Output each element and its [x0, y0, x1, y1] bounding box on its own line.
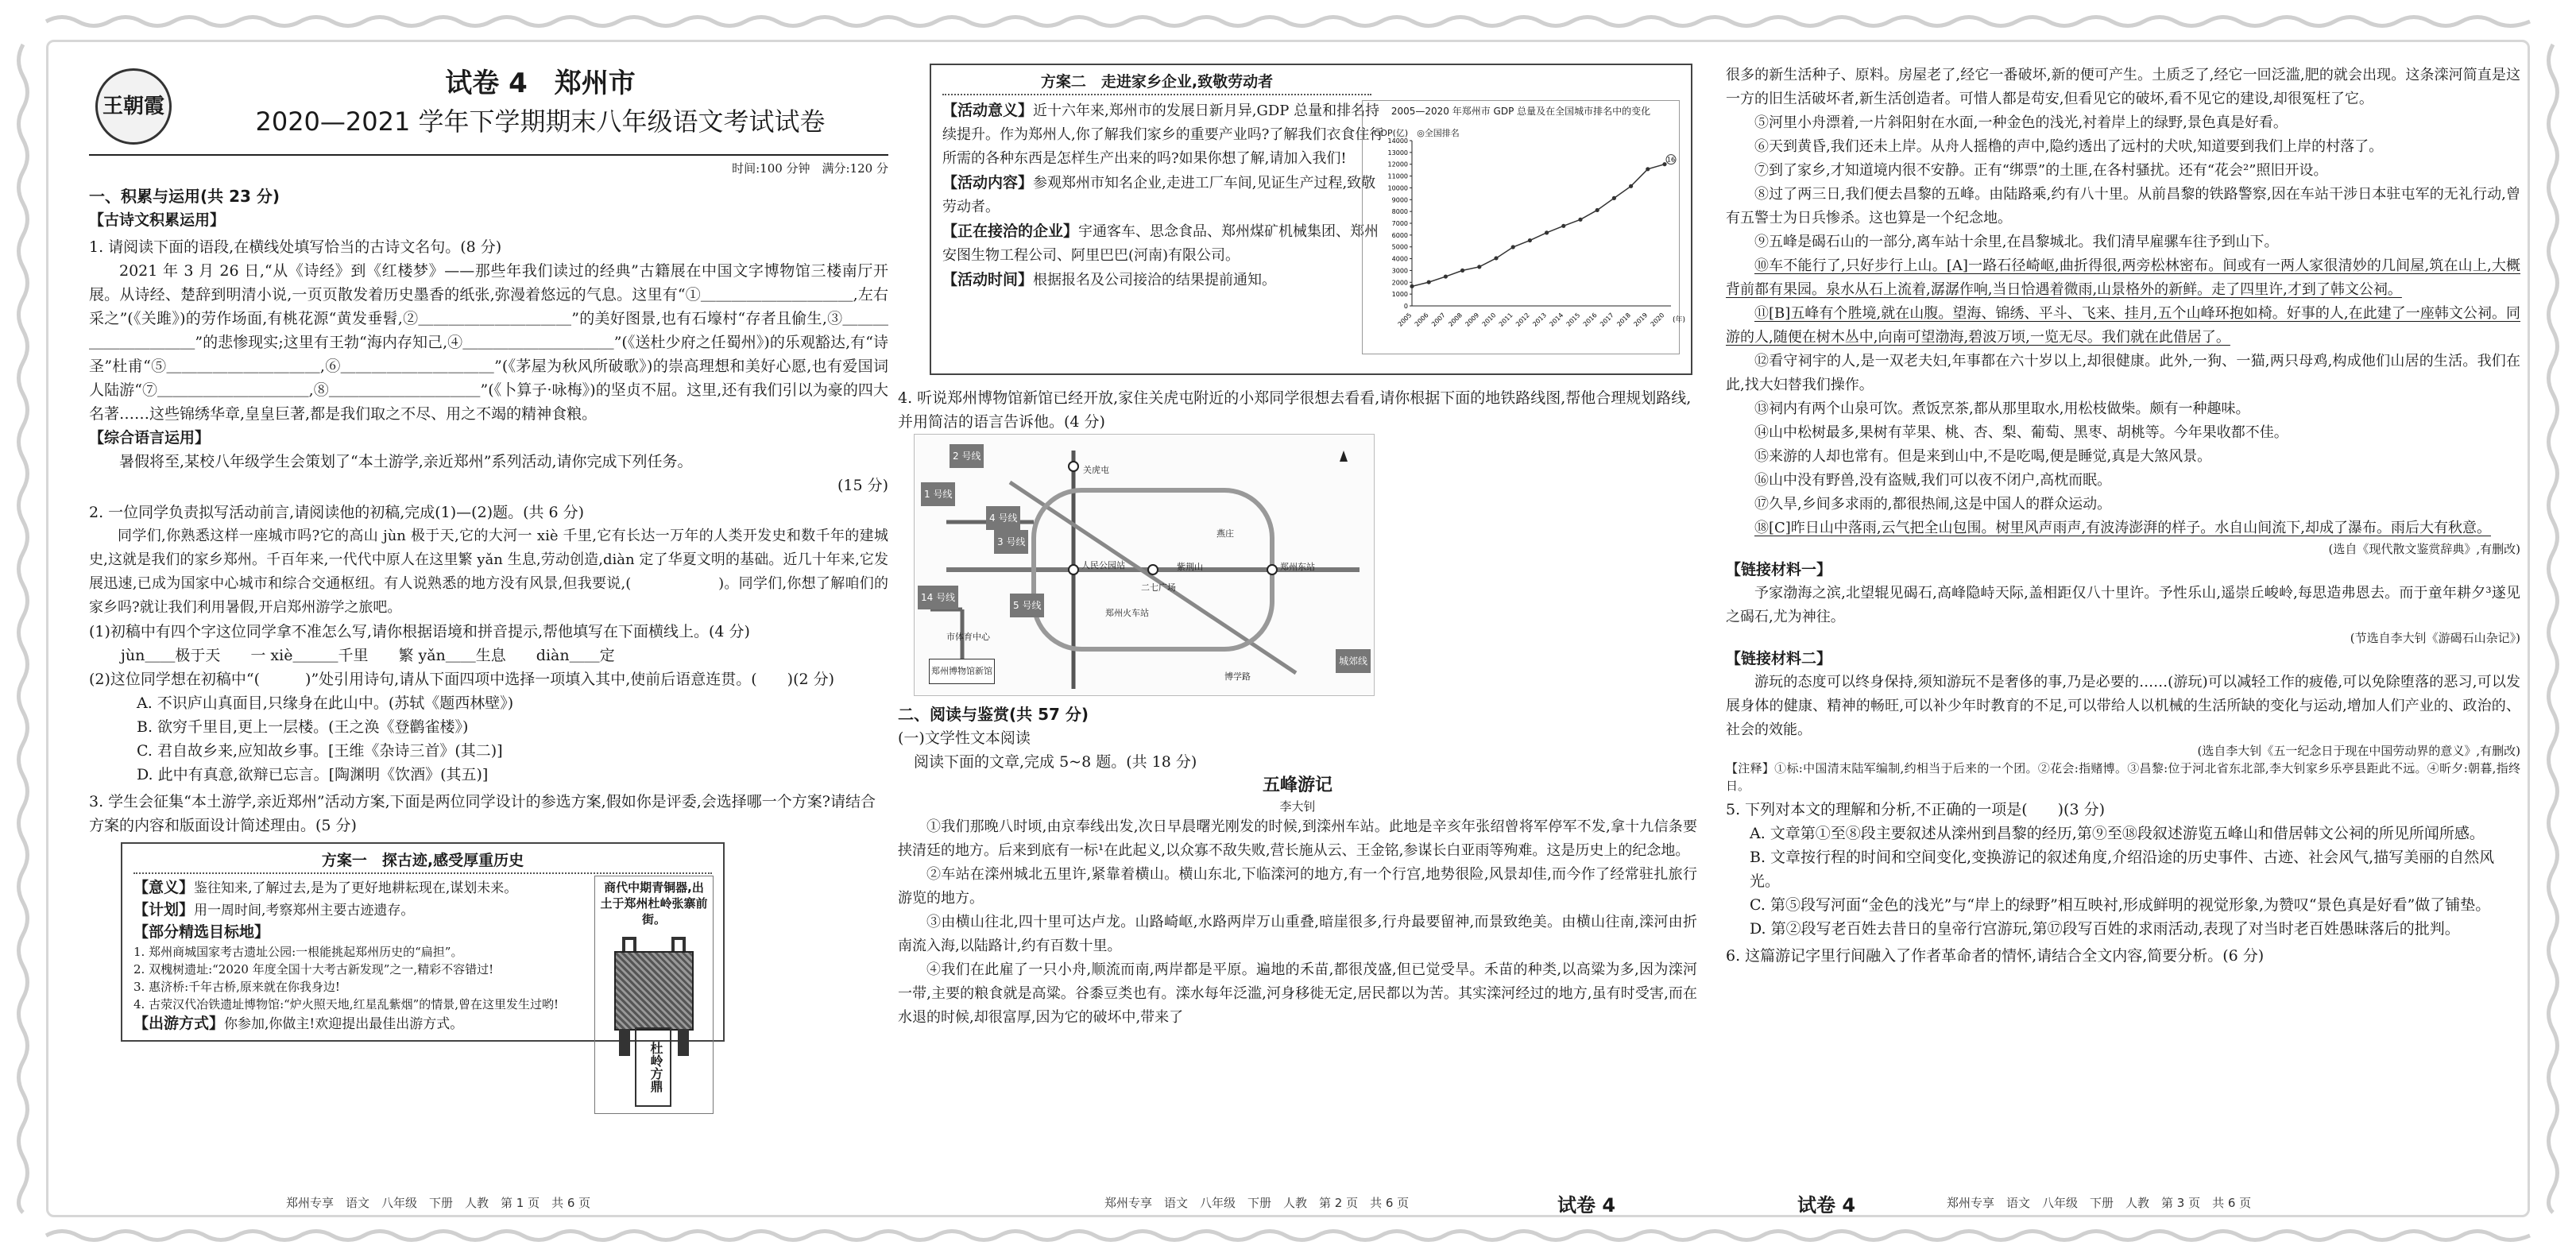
chart-legend: GDP(亿) ◎全国排名: [1374, 128, 1460, 138]
x-axis-label: (年): [1673, 316, 1686, 324]
essay-paragraph: ⑤河里小舟漂着,一片斜阳射在水面,一种金色的浅光,衬着岸上的绿野,景色真是好看。: [1754, 114, 2288, 131]
page-2-footer: 郑州专享 语文 八年级 下册 人教 第 2 页 共 6 页: [1104, 1196, 1410, 1210]
y-tick-label: 6000: [1391, 231, 1408, 239]
option-b[interactable]: B. 欲穷千里目,更上一层楼。(王之涣《登鹳雀楼》): [137, 718, 469, 736]
publisher-logo: 王朝霞: [95, 68, 172, 145]
y-tick-label: 0: [1403, 303, 1408, 310]
y-tick-label: 7000: [1391, 220, 1408, 227]
scheme-text: 参观郑州市知名企业,走进工厂车间,见证生产过程,致敬劳动者。: [942, 175, 1376, 215]
link-material-text: 予家渤海之滨,北望辊见碣石,高峰隐峙天际,盖相距仅八十里许。予性乐山,遥崇丘峻岭,每思造弗恩去。而于童年耕夕³遂见之碣石,尤为神往。: [1726, 585, 2520, 625]
x-tick-label: 2011: [1497, 311, 1514, 328]
scheme-two-body: [942, 99, 1387, 292]
essay-paragraph: ⑥天到黄昏,我们还未上岸。从舟人摇橹的声中,隐约透出了远村的犬吠,知道要到我们上岸的村落了。: [1754, 138, 2384, 155]
question-2-sub1: (1)初稿中有四个字这位同学拿不准怎么写,请你根据语境和拼音提示,帮他填写在下面横线上。(4 分): [89, 623, 750, 640]
subsection-tag: 【综合语言运用】: [89, 429, 211, 447]
section-heading: 一、积累与运用(共 23 分): [89, 187, 280, 206]
essay-paragraph: ③由横山往北,四十里可达卢龙。山路崎岖,水路两岸万山重叠,暗崖很多,行舟最要留神,而景致绝美。由横山往南,滦河由折南流入海,以陆路计,约有百数十里。: [898, 914, 1697, 954]
pinyin-blanks[interactable]: jùn＿＿极于天 一 xiè＿＿＿千里 繁 yǎn＿＿生息 diàn＿＿定: [121, 647, 615, 664]
question-3-heading: 3. 学生会征集“本土游学,亲近郑州”活动方案,下面是两位同学设计的参选方案,假如你是评委,会选择哪一个方案?请结合方案的内容和版面设计简述理由。(5 分): [89, 793, 876, 834]
option-c[interactable]: C. 君自故乡来,应知故乡事。[王维《杂诗三首》(其二)]: [137, 742, 503, 760]
gdp-chart-svg: [1363, 118, 1686, 349]
scheme-tag: 【活动时间】: [942, 271, 1034, 288]
y-tick-label: 3000: [1391, 267, 1408, 275]
essay-paragraph: ⑦到了家乡,才知道境内很不安静。正有“绑票”的土匪,在各村骚扰。还有“花会²”照旧开设。: [1754, 162, 2328, 179]
scheme-tag: 【计划】: [133, 901, 195, 919]
rank-label: 16: [1666, 156, 1676, 164]
chart-title: 2005—2020 年郑州市 GDP 总量及在全国城市排名中的变化: [1390, 106, 1651, 117]
essay-paragraph: ⑩车不能行了,只好步行上山。[A]一路石径崎岖,曲折得很,两旁松林密布。间或有一两人家很清妙的几间屋,筑在山上,大概背前都有果园。泉水从石上流着,潺潺作响,当日恰遇着微雨,山景格外的新鲜。走了四里许,才到了韩文公祠。: [1726, 257, 2520, 298]
essay-author: 李大钊: [1279, 799, 1316, 814]
essay-paragraph: ⑪[B]五峰有个胜境,就在山腹。望海、锦绣、平斗、飞来、挂月,五个山峰环抱如椅。好事的人,在此建了一座韩文公祠。同游的人,随便在树木丛中,向南可望渤海,碧波万顷,一览无尽。我们就在此借居了。: [1726, 305, 2520, 346]
source-note: (节选自李大钊《游碣石山杂记》): [2350, 631, 2520, 645]
station-label: 郑州东站: [1280, 562, 1315, 572]
essay-paragraph: ⑧过了两三日,我们便去昌黎的五峰。由陆路乘,约有八十里。从前昌黎的铁路警察,因在车站干涉日本驻屯军的无礼行动,曾有五警士为日兵惨杀。这也算是一个纪念地。: [1726, 186, 2520, 226]
question-1-passage: 2021 年 3 月 26 日,“从《诗经》到《红楼梦》——那些年我们读过的经典”古籍展在中国文字博物馆三楼南厅开展。从诗经、楚辞到明清小说,一页页散发着历史墨香的纸张,弥漫着悠远的气息。这里有“①＿＿＿＿＿＿＿＿＿＿,左右采之”(《关雎》)的劳作场面,有桃花源“黄发垂髫,②＿＿＿＿＿＿＿＿＿＿”的美好图景,也有石壕村“存者且偷生,③＿＿＿＿＿＿＿＿＿＿”的悲惨现实;这里有王勃“海内存知己,④＿＿＿＿＿＿＿＿＿＿”(《送杜少府之任蜀州》)的乐观豁达,有“诗圣”杜甫“⑤＿＿＿＿＿＿＿＿＿＿,⑥＿＿＿＿＿＿＿＿＿＿”(《茅屋为秋风所破歌》)的崇高理想和美好心愿,也有爱国词人陆游“⑦＿＿＿＿＿＿＿＿＿＿,⑧＿＿＿＿＿＿＿＿＿＿”(《卜算子·咏梅》)的坚贞不屈。这里,还有我们引以为豪的四大名著……这些锦绣华章,皇皇巨著,都是我们取之不尽、用之不竭的精神食粮。: [89, 262, 888, 423]
scheme-tag: 【活动内容】: [942, 174, 1034, 191]
y-tick-label: 14000: [1387, 137, 1408, 145]
source-note: (选自《现代散文鉴赏辞典》,有删改): [2328, 542, 2520, 556]
gdp-point: [1528, 238, 1532, 242]
x-tick-label: 2005: [1396, 311, 1414, 328]
gdp-point: [1460, 269, 1464, 273]
border-wave-top: [46, 13, 2530, 30]
language-intro: 暑假将至,某校八年级学生会策划了“本土游学,亲近郑州”系列活动,请你完成下列任务。: [119, 453, 693, 470]
scheme-one-title: 方案一 探古迹,感受厚重历史: [133, 849, 712, 874]
essay-paragraph: ④我们在此雇了一只小舟,顺流而南,两岸都是平原。遍地的禾苗,都很茂盛,但已觉受旱。禾苗的种类,以高粱为多,因为滦河一带,主要的粮食就是高粱。谷黍豆类也有。滦水每年泛滥,河身移徙无定,居民都以为苦。其实滦河经过的地方,虽有时受害,而在水退的时候,却很富厚,因为它的破坏中,带来了: [898, 961, 1697, 1026]
gdp-point: [1561, 224, 1565, 228]
line-label: 1 号线: [921, 482, 955, 506]
scheme-tag: 【正在接洽的企业】: [942, 222, 1079, 240]
x-tick-label: 2008: [1447, 311, 1464, 328]
gdp-point: [1545, 230, 1549, 234]
gdp-point: [1612, 196, 1616, 200]
essay-paragraph: ①我们那晚八时顷,由京奉线出发,次日早晨曙光刚发的时候,到滦州车站。此地是辛亥年张绍曾将军停军不发,拿十九信条要挟清廷的地方。后来到底有一标¹在此起义,以众寡不敌失败,营长施从云、王金铭,参谋长白亚雨等殉难。这是历史上的纪念地。: [898, 818, 1697, 859]
gdp-point: [1494, 256, 1498, 260]
station-label: 紫荆山: [1177, 562, 1203, 572]
x-tick-label: 2017: [1599, 311, 1615, 328]
y-tick-label: 2000: [1391, 279, 1408, 287]
y-tick-label: 1000: [1391, 291, 1408, 299]
exam-meta: 时间:100 分钟 满分:120 分: [732, 161, 888, 176]
target-item: 2. 双槐树遗址:“2020 年度全国十大考古新发现”之一,精彩不容错过!: [133, 962, 494, 977]
gdp-point: [1477, 265, 1481, 269]
y-tick-label: 5000: [1391, 243, 1408, 251]
target-item: 1. 郑州商城国家考古遗址公园:一根能挑起郑州历史的“扁担”。: [133, 945, 463, 959]
essay-paragraph: ⑬祠内有两个山泉可饮。煮饭烹茶,都从那里取水,用松枝做柴。颇有一种趣味。: [1754, 400, 2250, 417]
essay-paragraph: ⑰久旱,乡间多求雨的,都很热闹,这是中国人的群众运动。: [1754, 496, 2112, 512]
x-tick-label: 2014: [1548, 311, 1565, 328]
gdp-line: [1412, 164, 1665, 287]
x-tick-label: 2006: [1413, 311, 1430, 328]
essay-paragraph: ⑭山中松树最多,果树有苹果、桃、杏、梨、葡萄、黑枣、胡桃等。今年果收都不佳。: [1754, 424, 2288, 441]
essay-title: 五峰游记: [1262, 775, 1332, 795]
annotation-note: 【注释】①标:中国清末陆军编制,约相当于后来的一个团。②花会:指赌博。③昌黎:位于河北省东北部,李大钊家乡乐亭县距此不远。④昕夕:朝暮,指终日。: [1726, 761, 2520, 793]
question-2-draft: 同学们,你熟悉这样一座城市吗?它的高山 jùn 极于天,它的大河一 xiè 千里,它有长达一万年的人类开发史和数千年的建城史,这就是我们的家乡郑州。千百年来,一代代中原人在这里繁 yǎn 生息,劳动创造,diàn 定了华夏文明的基础。近几十年来,它发展迅速,已成为国家中心城市和综合交通枢纽。有人说熟悉的地方没有风景,但我要说,( )。同学们,你想了解咱们的家乡吗?就让我们利用暑假,开启郑州游学之旅吧。: [89, 528, 888, 616]
page-1-column: [89, 64, 888, 1093]
y-tick-label: 13000: [1387, 149, 1408, 157]
scheme-tag: 【活动意义】: [942, 102, 1034, 119]
station-label: 二七广场: [1141, 582, 1176, 593]
option-d[interactable]: D. 此中有真意,欲辩已忘言。[陶渊明《饮酒》(其五)]: [137, 766, 489, 783]
option-a[interactable]: A. 不识庐山真面目,只缘身在此山中。(苏轼《题西林壁》): [137, 694, 514, 712]
subsection-tag: 【古诗文积累运用】: [89, 211, 226, 229]
gdp-point: [1427, 280, 1431, 284]
page-3-column: [1726, 64, 2520, 968]
x-tick-label: 2016: [1581, 311, 1599, 328]
exam-header: [89, 64, 888, 156]
station-label: 关虎屯: [1083, 465, 1109, 475]
x-tick-label: 2013: [1531, 311, 1549, 328]
page-3-footer: 郑州专享 语文 八年级 下册 人教 第 3 页 共 6 页: [1947, 1196, 2252, 1210]
link-material-tag: 【链接材料二】: [1726, 650, 1832, 667]
essay-paragraph: ⑫看守祠宇的人,是一双老夫妇,年事都在六十岁以上,却很健康。此外,一狗、一猫,两只母鸡,构成他们山居的生活。我们在此,找大妇替我们操作。: [1726, 353, 2520, 393]
y-tick-label: 8000: [1391, 208, 1408, 216]
bronze-vessel-figure: [594, 876, 714, 1114]
question-5-heading: 5. 下列对本文的理解和分析,不正确的一项是( )(3 分): [1726, 801, 2105, 818]
y-tick-label: 12000: [1387, 161, 1408, 168]
y-tick-label: 9000: [1391, 196, 1408, 204]
station-label: 郑州博物馆新馆: [929, 659, 995, 684]
x-tick-label: 2007: [1430, 311, 1447, 328]
scheme-text: 近十六年来,郑州市的发展日新月异,GDP 总量和排名持续提升。作为郑州人,你了解我们家乡的重要产业吗?了解我们衣食住行所需的各种东西是怎样生产出来的吗?如果你想了解,请加入我们!: [942, 102, 1384, 167]
station-label: 博学路: [1224, 671, 1251, 682]
gdp-point: [1578, 218, 1582, 222]
exam-number-badge: 试卷 4: [1797, 1194, 1856, 1216]
essay-paragraph: ⑯山中没有野兽,没有盗贼,我们可以夜不闭户,高枕而眠。: [1754, 472, 2112, 489]
exam-number-badge: 试卷 4: [1557, 1194, 1616, 1216]
gdp-point: [1595, 208, 1599, 212]
question-4-heading: 4. 听说郑州博物馆新馆已经开放,家住关虎屯附近的小郑同学很想去看看,请你根据下面的地铁路线图,帮他合理规划路线,并用简洁的语言告诉他。(4 分): [898, 389, 1692, 431]
gdp-point: [1629, 184, 1633, 188]
scheme-tag: 【出游方式】: [133, 1015, 225, 1032]
scheme-tag: 【意义】: [133, 879, 195, 896]
y-tick-label: 10000: [1387, 184, 1408, 192]
x-tick-label: 2019: [1632, 311, 1650, 328]
scheme-text: 你参加,你做主!欢迎提出最佳出游方式。: [224, 1016, 464, 1032]
y-tick-label: 4000: [1391, 255, 1408, 263]
gdp-point: [1410, 284, 1414, 288]
line-label: 4 号线: [986, 506, 1020, 530]
scheme-one-box: [121, 842, 725, 1093]
section-heading: 二、阅读与鉴赏(共 57 分): [898, 705, 1089, 724]
line-label: 14 号线: [918, 586, 958, 609]
source-note: (选自李大钊《五一纪念日于现在中国劳动界的意义》,有删改): [2197, 744, 2520, 758]
option-b[interactable]: B. 文章按行程的时间和空间变化,变换游记的叙述角度,介绍沿途的历史事件、古迹、社会风气,描写美丽的自然风光。: [1750, 849, 2495, 890]
target-item: 3. 惠济桥:千年古桥,原来就在你我身边!: [133, 980, 340, 994]
scheme-tag: 【部分精选目标地】: [133, 923, 270, 941]
question-2-sub2: (2)这位同学想在初稿中“( )”处引用诗句,请从下面四项中选择一项填入其中,使前后语意连贯。( )(2 分): [89, 671, 835, 688]
scheme-text: 用一周时间,考察郑州主要古迹遗存。: [194, 903, 415, 919]
essay-paragraph: ⑮来游的人却也常有。但是来到山中,不是吃喝,便是睡觉,真是大煞风景。: [1754, 448, 2212, 465]
subsection-label: (一)文学性文本阅读: [898, 729, 1031, 747]
station-label: 人民公园站: [1081, 560, 1125, 570]
bronze-caption: 商代中期青铜器,出土于郑州杜岭张寨前街。: [600, 880, 708, 926]
y-tick-label: 11000: [1387, 172, 1408, 180]
scheme-one-body: [133, 877, 602, 1035]
scheme-two-box: [930, 64, 1692, 375]
gdp-chart: [1362, 100, 1686, 354]
essay-paragraph: ⑱[C]昨日山中落雨,云气把全山包围。树里风声雨声,有波涛澎湃的样子。水自山间流下,却成了瀑布。雨后大有秋意。: [1754, 520, 2491, 536]
gdp-point: [1662, 162, 1666, 166]
line-label: 5 号线: [1010, 594, 1044, 617]
question-6-heading: 6. 这篇游记字里行间融入了作者革命者的情怀,请结合全文内容,简要分析。(6 分): [1726, 947, 2265, 965]
essay-paragraph: ⑨五峰是碣石山的一部分,离车站十余里,在昌黎城北。我们清早雇骡车往予到山下。: [1754, 234, 2279, 250]
gdp-point: [1444, 274, 1448, 278]
border-wave-bottom: [46, 1227, 2530, 1244]
station-label: 郑州火车站: [1105, 608, 1149, 618]
scheme-text: 鉴往知来,了解过去,是为了更好地耕耘现在,谋划未来。: [194, 880, 518, 896]
line-label: 3 号线: [994, 530, 1028, 554]
x-tick-label: 2012: [1514, 311, 1531, 328]
scheme-text: 宇通客车、思念食品、郑州煤矿机械集团、郑州安图生物工程公司、阿里巴巴(河南)有限公司。: [942, 223, 1379, 264]
option-a[interactable]: A. 文章第①至⑧段主要叙述从滦州到昌黎的经历,第⑨至⑱段叙述游览五峰山和借居韩文公祠的所见所闻所感。: [1750, 825, 2485, 842]
page-2-column: [898, 64, 1697, 1030]
gdp-point: [1511, 245, 1515, 249]
question-1-heading: 1. 请阅读下面的语段,在横线处填写恰当的古诗文名句。(8 分): [89, 238, 502, 256]
seal-stamp: 杜岭方鼎: [635, 1027, 671, 1107]
x-tick-label: 2020: [1649, 311, 1666, 328]
scheme-two-title: 方案二 走进家乡企业,致敬劳动者: [942, 70, 1371, 95]
option-d[interactable]: D. 第②段写老百姓去昔日的皇帝行宫游玩,第⑰段写百姓的求雨活动,表现了对当时老百姓愚昧落后的批判。: [1750, 920, 2460, 938]
link-material-text: 游玩的态度可以终身保持,须知游玩不是奢侈的事,乃是必要的……(游玩)可以减轻工作的疲倦,可以免除堕落的恶习,可以发展身体的健康、精神的畅旺,可以补少年时教育的不足,可以带给人以机械的生活所缺的变化与运动,增加人们产业的、政治的、社会的效能。: [1726, 674, 2520, 738]
border-wave-right: [2544, 44, 2562, 1213]
station-label: 燕庄: [1216, 528, 1234, 539]
scheme-text: 根据报名及公司接洽的结果提前通知。: [1033, 272, 1277, 288]
essay-paragraph: ②车站在滦州城北五里许,紧靠着横山。横山东北,下临滦河的地方,有一个行宫,地势很险,风景却佳,而今作了经常驻扎旅行游览的地方。: [898, 866, 1697, 907]
score-label: (15 分): [837, 477, 888, 494]
x-tick-label: 2018: [1615, 311, 1633, 328]
x-tick-label: 2009: [1464, 311, 1481, 328]
station-label: 市体育中心: [946, 632, 990, 642]
essay-paragraph: 很多的新生活种子、原料。房屋老了,经它一番破坏,新的便可产生。土质乏了,经它一回泛滥,肥的就会出现。这条滦河简直是这一方的旧生活破坏者,新生活创造者。可惜人都是苟安,但看见它的破坏,看不见它的建设,却很冤枉了它。: [1726, 67, 2520, 107]
x-tick-label: 2010: [1480, 311, 1498, 328]
reading-intro: 阅读下面的文章,完成 5~8 题。(共 18 分): [914, 753, 1197, 771]
exam-title: 试卷 4 郑州市: [445, 68, 636, 99]
page-1-footer: 郑州专享 语文 八年级 下册 人教 第 1 页 共 6 页: [286, 1196, 591, 1210]
option-c[interactable]: C. 第⑤段写河面“金色的浅光”与“岸上的绿野”相互映衬,形成鲜明的视觉形象,为赞叹“景色真是好看”做了铺垫。: [1750, 896, 2491, 914]
exam-subtitle: 2020—2021 学年下学期期末八年级语文考试试卷: [255, 106, 826, 137]
link-material-tag: 【链接材料一】: [1726, 561, 1832, 578]
gdp-point: [1646, 167, 1650, 171]
target-item: 4. 古荥汉代冶铁遗址博物馆:“炉火照天地,红星乱紫烟”的情景,曾在这里发生过哟!: [133, 997, 559, 1011]
question-2-heading: 2. 一位同学负责拟写活动前言,请阅读他的初稿,完成(1)—(2)题。(共 6 分): [89, 504, 585, 521]
line-label: 2 号线: [950, 444, 984, 468]
border-wave-left: [14, 44, 32, 1213]
metro-map: [914, 434, 1375, 696]
line-label: 城郊线: [1336, 649, 1371, 673]
x-tick-label: 2015: [1565, 311, 1582, 328]
